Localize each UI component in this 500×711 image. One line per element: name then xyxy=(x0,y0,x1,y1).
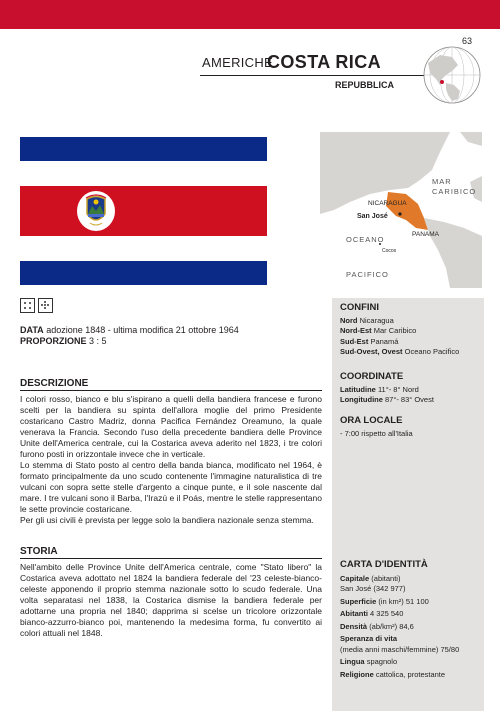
page-header xyxy=(200,53,435,76)
map-label-pacifico: PACIFICO xyxy=(346,270,389,279)
storia-section xyxy=(20,546,322,639)
descrizione-heading: DESCRIZIONE xyxy=(20,378,322,391)
confini-row-sud-ovest: Sud-Ovest, Ovest Oceano Pacifico xyxy=(340,347,460,356)
descrizione-paragraph-2: Lo stemma di Stato posto al centro della banda bianca, modificato nel 1964, è formato principalmente da uno scudo contenente l'immagine naturalistica di tre vulcani con sopra sette stelle d'argento a cinque punte, e il sole nascente dal mare. I tre vulcani sono il Barba, l'Irazú e il Poás, mentre le stelle rappresentano le sette provincie costaricane. xyxy=(20,460,322,514)
storia-paragraph-1: Nell'ambito delle Province Unite dell'America centrale, come "Stato libero" la Costarica aveva adottato nel 1824 la bandiera federale del '23 celeste-bianco-celeste apponendo il proprio stemma nazionale sotto lo scudo federale. Una volta separatasi nel 1838, la Costarica dismise la bandiera federale per adottarne una propria nel 1840; dapprima si scelse un tricolore orizzontale bianco-azzurro-bianco poi, mantenendo la medesima forma, fu convertito ai colori attuali nel 1848. xyxy=(20,562,322,638)
coat-of-arms-icon xyxy=(76,190,116,232)
flag-usage-icons xyxy=(20,298,56,316)
data-label: DATA xyxy=(20,325,44,335)
flag-blue-stripe-bottom xyxy=(20,261,267,285)
map-label-san-jose: San José xyxy=(357,213,388,220)
flag-blue-stripe-top xyxy=(20,137,267,161)
confini-row-nord: Nord Nicaragua xyxy=(340,315,394,325)
speranza-value-row: (media anni maschi/femmine) 75/80 xyxy=(340,644,460,654)
top-color-bar xyxy=(0,0,500,29)
descrizione-paragraph-3: Per gli usi civili è prevista per legge solo la bandiera nazionale senza stemma. xyxy=(20,515,314,525)
map-label-mar-caribico: MAR CARIBICO xyxy=(432,177,477,196)
globe-locator-icon xyxy=(422,45,482,105)
map-label-oceano: OCEANO xyxy=(346,235,385,244)
page-number: 63 xyxy=(461,36,472,46)
confini-row-nord-est: Nord-Est Mar Caribico xyxy=(340,326,417,335)
flag-white-stripe-top xyxy=(20,161,267,186)
grid-usage-icon xyxy=(20,298,35,313)
confini-row-sud-est: Sud-Est Panamá xyxy=(340,336,399,346)
cross-usage-icon xyxy=(38,298,53,313)
carta-identita-block xyxy=(340,560,480,680)
confini-block xyxy=(340,303,480,358)
speranza-row: Speranza di vita xyxy=(340,634,398,643)
capitale-row: Capitale (abitanti) xyxy=(340,573,401,583)
descrizione-section xyxy=(20,378,322,526)
national-flag xyxy=(20,137,267,285)
flag-red-stripe xyxy=(20,186,267,236)
lingua-row: Lingua spagnolo xyxy=(340,657,398,666)
coordinate-block xyxy=(340,372,480,406)
flag-meta xyxy=(20,325,239,347)
map-label-nicaragua: NICARAGUA xyxy=(368,200,407,207)
storia-heading: STORIA xyxy=(20,546,322,559)
map-label-cocos: Cocos xyxy=(382,248,397,254)
location-map xyxy=(320,132,482,288)
government-type: REPUBBLICA xyxy=(335,80,395,90)
country-title: COSTA RICA xyxy=(267,52,381,72)
confini-heading: CONFINI xyxy=(340,302,380,313)
proporzione-value: 3 : 5 xyxy=(89,336,107,346)
coordinate-heading: COORDINATE xyxy=(340,371,404,382)
ora-locale-block xyxy=(340,416,480,439)
ora-locale-heading: ORA LOCALE xyxy=(340,415,403,426)
longitudine-row: Longitudine 87°- 83° Ovest xyxy=(340,395,434,404)
religione-row: Religione cattolica, protestante xyxy=(340,669,446,679)
latitudine-row: Latitudine 11°- 8° Nord xyxy=(340,384,419,394)
densita-row: Densità (ab/km²) 84,6 xyxy=(340,621,414,631)
carta-identita-heading: CARTA D'IDENTITÀ xyxy=(340,559,428,570)
proporzione-label: PROPORZIONE xyxy=(20,336,87,346)
abitanti-row: Abitanti 4 325 540 xyxy=(340,609,404,618)
data-value: adozione 1848 - ultima modifica 21 ottobre 1964 xyxy=(46,325,239,335)
map-label-panama: PANAMA xyxy=(412,231,439,238)
descrizione-paragraph-1: I colori rosso, bianco e blu s'ispirano a quelli della bandiera francese e furono scelti per la bandiera su spinta dell'allora moglie del primo Presidente costaricano Castro Madriz, donna Pacifica Fernández Oreamuno, la quale venerava la Francia. Secondo l'uso della precedente bandiera delle Province Unite dell'America centrale, cui la Costarica aveva aderito nel 1823, i tre colori furono posti in orizzontale invece che in verticale. xyxy=(20,394,322,459)
region-label: AMERICHE xyxy=(202,55,274,70)
superficie-row: Superficie (in km²) 51 100 xyxy=(340,596,429,606)
ora-locale-value: - 7:00 rispetto all'Italia xyxy=(340,428,413,438)
capitale-value: San José (342 977) xyxy=(340,584,406,593)
flag-white-stripe-bottom xyxy=(20,236,267,261)
